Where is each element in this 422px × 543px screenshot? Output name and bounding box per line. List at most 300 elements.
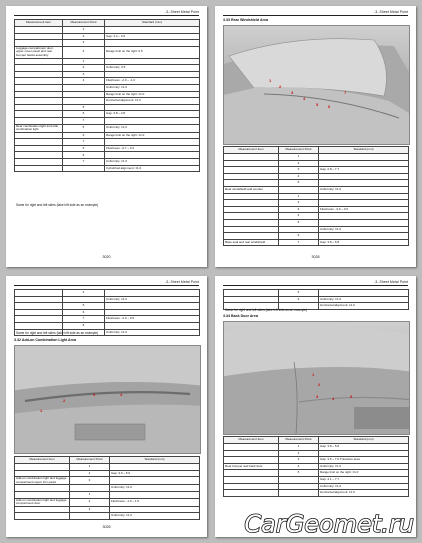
marker-2: 2 <box>63 398 66 403</box>
car-photo-rear-windshield <box>223 25 410 145</box>
marker-7: 7 <box>344 90 347 95</box>
col-header-standard: Standard (mm) <box>319 437 409 444</box>
measurement-item-cell <box>224 290 279 297</box>
measurement-point-cell: 2 <box>70 498 110 506</box>
table-body <box>15 27 200 172</box>
table-row <box>15 98 200 105</box>
standard-cell: Uniformity: 0.5 <box>105 65 200 72</box>
measurement-point-cell: 3 <box>70 477 110 485</box>
table-row <box>224 239 409 246</box>
standard-cell: Uniformity: ±1.0 <box>105 159 200 166</box>
standard-cell <box>319 213 409 220</box>
standard-cell <box>319 180 409 187</box>
measurement-point-cell: 5 <box>279 219 319 226</box>
col-header-item: Measurement Item <box>224 147 279 154</box>
manual-page-1 <box>6 6 207 267</box>
measurement-item-cell <box>15 33 63 40</box>
measurement-point-cell: 1 <box>63 27 105 34</box>
measurement-item-cell <box>15 165 63 172</box>
standard-cell <box>105 309 200 316</box>
header-rule <box>223 285 408 286</box>
measurement-point-cell: 5 <box>279 470 319 477</box>
standard-cell: Uniformity: ±1.0 <box>105 84 200 91</box>
standard-cell <box>319 450 409 457</box>
marker-1: 1 <box>40 408 43 413</box>
measurement-point-cell: 6 <box>279 296 319 303</box>
measurement-point-cell <box>279 476 319 483</box>
table-row <box>15 303 200 310</box>
measurement-item-cell <box>15 159 63 166</box>
standard-cell: Flushness: -2.0 ~ 0.5 <box>105 316 200 323</box>
measurement-item-cell <box>15 152 63 159</box>
standard-cell <box>319 233 409 240</box>
measurement-item-cell <box>224 476 279 483</box>
measurement-item-cell: Rear bumper and back door <box>224 463 279 470</box>
standard-cell: Gap: 3.8 ~ 4.8 <box>105 111 200 118</box>
measurement-point-cell: 3 <box>279 167 319 174</box>
marker-1: 1 <box>269 78 272 83</box>
measurement-point-cell <box>279 490 319 497</box>
measurement-item-cell: Rear combination light and side combination light <box>15 124 63 132</box>
measurement-item-cell <box>224 160 279 167</box>
measurement-point-cell: 4 <box>279 463 319 470</box>
table-row <box>224 457 409 464</box>
measurement-point-cell: 7 <box>63 139 105 146</box>
standard-cell <box>319 219 409 226</box>
measurement-item-cell <box>15 145 63 152</box>
measurement-point-cell <box>63 296 105 303</box>
measurement-point-cell: 5 <box>63 145 105 152</box>
table-row <box>15 124 200 132</box>
measurement-item-cell <box>224 457 279 464</box>
standard-cell: Horizontal alignment: ±1.0 <box>319 303 409 310</box>
measurement-point-cell: 4 <box>279 213 319 220</box>
standard-cell <box>319 173 409 180</box>
manual-page-3 <box>6 276 207 537</box>
standard-cell <box>105 290 200 297</box>
standard-cell: Uniformity: ±1.0 <box>319 483 409 490</box>
measurement-item-cell: Rear windshield and counter <box>224 186 279 193</box>
header-rule <box>14 15 199 16</box>
standard-cell: Uniformity: ±1.0 <box>105 329 200 336</box>
standard-cell: Flushness: -0.7 ~ 0.3 <box>105 145 200 152</box>
measurement-point-cell <box>279 226 319 233</box>
measurement-point-cell: 8 <box>63 322 105 329</box>
table-row <box>224 226 409 233</box>
measurement-item-cell <box>224 154 279 161</box>
table-body <box>224 444 409 497</box>
measurement-point-cell <box>63 91 105 98</box>
table-row <box>224 173 409 180</box>
table-row <box>15 485 200 492</box>
marker-6: 6 <box>328 104 331 109</box>
measurement-point-cell: 3 <box>279 206 319 213</box>
page-header: -3-.Sheet Metal Point <box>374 280 408 284</box>
table-row <box>15 117 200 124</box>
table-row <box>15 58 200 65</box>
measurement-point-cell: 4 <box>63 290 105 297</box>
table-row <box>15 152 200 159</box>
table-row <box>15 65 200 72</box>
standard-cell <box>105 58 200 65</box>
standard-cell: Gap: 3.4 ~ 4.9 <box>105 33 200 40</box>
standard-cell <box>319 160 409 167</box>
table-row <box>224 180 409 187</box>
measurement-point-cell: 7 <box>63 117 105 124</box>
standard-cell <box>105 152 200 159</box>
measurement-item-cell <box>224 173 279 180</box>
table-row <box>224 186 409 193</box>
measurement-point-cell: 5 <box>279 290 319 297</box>
standard-cell <box>105 27 200 34</box>
car-photo-combination-light <box>14 345 201 454</box>
table-row <box>15 165 200 172</box>
standard-cell <box>105 303 200 310</box>
measurement-point-cell: 5 <box>63 124 105 132</box>
table-row <box>224 233 409 240</box>
measurement-item-cell <box>224 483 279 490</box>
table-row <box>224 213 409 220</box>
standard-cell: Range limit on the right: 0.5 <box>105 46 200 58</box>
table-row <box>15 84 200 91</box>
measurement-item-cell <box>15 316 63 323</box>
measurement-point-cell: 1 <box>63 58 105 65</box>
table-row <box>15 513 200 520</box>
measurement-point-cell: 5 <box>63 303 105 310</box>
measurement-point-cell: 1 <box>279 154 319 161</box>
marker-4: 4 <box>120 392 123 397</box>
table-row <box>15 139 200 146</box>
standard-cell: Flushness: -2.0 ~ -1.0 <box>105 78 200 85</box>
cargeomet-watermark-logo <box>226 508 416 538</box>
table-row <box>15 145 200 152</box>
table-row <box>224 450 409 457</box>
measurement-point-cell: 4 <box>279 173 319 180</box>
table-row <box>224 200 409 207</box>
standard-cell: Range limit on the right: ±1.0 <box>319 470 409 477</box>
standard-cell: Cylindrical alignment: ±1.0 <box>105 165 200 172</box>
table-row <box>224 296 409 303</box>
table-body <box>224 154 409 246</box>
measurement-point-cell: 2 <box>70 470 110 477</box>
table-row <box>224 463 409 470</box>
measurement-item-cell <box>15 290 63 297</box>
table-row <box>224 483 409 490</box>
table-row <box>224 206 409 213</box>
measurement-point-cell: 5 <box>63 104 105 111</box>
standard-cell: Range limit on the right: ±1.0 <box>105 132 200 139</box>
measurement-point-cell: 3 <box>279 457 319 464</box>
measurement-item-cell <box>15 98 63 105</box>
measurement-point-cell: 6 <box>279 233 319 240</box>
table-body <box>15 290 200 336</box>
measurement-table <box>223 146 409 246</box>
table-header-row <box>224 437 409 444</box>
marker-5: 5 <box>350 394 353 399</box>
measurement-item-cell <box>15 71 63 78</box>
measurement-item-cell <box>224 180 279 187</box>
table-row <box>15 33 200 40</box>
marker-4: 4 <box>303 96 306 101</box>
marker-2: 2 <box>318 382 321 387</box>
standard-cell: Uniformity: ±1.0 <box>319 296 409 303</box>
standard-cell: Uniformity: ±1.0 <box>105 296 200 303</box>
marker-4: 4 <box>332 396 335 401</box>
measurement-item-cell <box>224 296 279 303</box>
measurement-item-cell <box>15 303 63 310</box>
measurement-table <box>223 436 409 497</box>
watermark-text: CarGeomet.ru <box>244 510 414 538</box>
table-row <box>15 27 200 34</box>
table-row <box>15 78 200 85</box>
standard-cell <box>105 71 200 78</box>
table-row <box>15 296 200 303</box>
standard-cell: Gap: 3.0 ~ 5.0 <box>110 470 200 477</box>
standard-cell <box>319 154 409 161</box>
car-photo-back-door <box>223 321 410 435</box>
table-row <box>15 104 200 111</box>
col-header-item: Measurement Item <box>15 20 63 27</box>
standard-cell: Gap: 3.8 ~ 6.8 <box>319 239 409 246</box>
page-number: 3026 <box>102 525 111 529</box>
table-row <box>15 506 200 513</box>
table-body <box>224 290 409 310</box>
standard-cell <box>110 477 200 485</box>
standard-cell <box>110 464 200 471</box>
measurement-item-cell <box>224 206 279 213</box>
col-header-point: Measurement Point <box>279 437 319 444</box>
measurement-point-cell: 2 <box>279 160 319 167</box>
standard-cell: Range limit on the right: ±1.0 <box>105 91 200 98</box>
measurement-item-cell: Add-on combination light and luggage compartment upper trim panel <box>15 477 70 485</box>
col-header-point: Measurement Point <box>70 457 110 464</box>
measurement-item-cell <box>15 117 63 124</box>
measurement-point-cell: 3 <box>63 40 105 47</box>
marker-3: 3 <box>316 394 319 399</box>
measurement-item-cell <box>15 84 63 91</box>
standard-cell <box>110 491 200 498</box>
measurement-point-cell: 7 <box>63 316 105 323</box>
standard-cell <box>105 322 200 329</box>
col-header-standard: Standard (mm) <box>110 457 200 464</box>
measurement-point-cell <box>70 485 110 492</box>
table-row <box>224 476 409 483</box>
measurement-item-cell: Luggage compartment door, upper cover panel and rear bumper fascia assembly <box>15 46 63 58</box>
table-row <box>224 193 409 200</box>
measurement-point-cell: 4 <box>63 46 105 58</box>
table-row <box>15 46 200 58</box>
measurement-point-cell <box>70 513 110 520</box>
table-row <box>224 490 409 497</box>
car-silhouette <box>15 346 200 453</box>
measurement-item-cell <box>15 139 63 146</box>
page-header: -3-.Sheet Metal Point <box>374 10 408 14</box>
measurement-point-cell: 1 <box>279 444 319 451</box>
measurement-item-cell <box>224 200 279 207</box>
measurement-table <box>14 19 200 172</box>
side-note: Same for right and left sides (take left side as an example) <box>16 203 99 207</box>
table-row <box>224 470 409 477</box>
standard-cell: Uniformity: ±1.0 <box>319 463 409 470</box>
table-row <box>224 154 409 161</box>
standard-cell <box>105 104 200 111</box>
header-rule <box>14 285 199 286</box>
measurement-point-cell <box>279 483 319 490</box>
measurement-item-cell <box>15 309 63 316</box>
col-header-standard: Standard (mm) <box>105 20 200 27</box>
table-row <box>224 290 409 297</box>
measurement-item-cell <box>15 111 63 118</box>
standard-cell: Flushness: -3.0 ~ 3.0 <box>319 206 409 213</box>
measurement-table-continued <box>14 289 200 336</box>
measurement-point-cell <box>279 186 319 193</box>
measurement-point-cell: 7 <box>279 239 319 246</box>
side-note: Same for right and left sides (take left side as an example) <box>225 308 308 312</box>
measurement-table <box>14 456 200 520</box>
measurement-table-continued <box>223 289 409 310</box>
page-header: -3-.Sheet Metal Point <box>165 10 199 14</box>
standard-cell <box>319 290 409 297</box>
standard-cell <box>319 193 409 200</box>
measurement-point-cell: 2 <box>63 33 105 40</box>
standard-cell: Gap: 2.8 ~ 7.7 <box>319 167 409 174</box>
measurement-item-cell: Base seal and rear windshield <box>224 239 279 246</box>
col-header-item: Measurement Item <box>15 457 70 464</box>
measurement-item-cell <box>15 91 63 98</box>
standard-cell: Flushness: -1.0 ~ 1.5 <box>110 498 200 506</box>
measurement-point-cell: 3 <box>70 506 110 513</box>
measurement-item-cell <box>15 513 70 520</box>
measurement-item-cell <box>224 226 279 233</box>
measurement-point-cell: 2 <box>279 200 319 207</box>
measurement-point-cell: 5 <box>279 180 319 187</box>
table-row <box>15 290 200 297</box>
section-title: 3.32 Add-on Combination Light Area <box>14 338 77 342</box>
col-header-item: Measurement Item <box>224 437 279 444</box>
marker-5: 5 <box>316 102 319 107</box>
car-silhouette <box>224 26 409 144</box>
table-row <box>15 111 200 118</box>
page-number: 3020 <box>102 255 111 259</box>
standard-cell: Uniformity: ±1.0 <box>319 226 409 233</box>
measurement-point-cell: 1 <box>70 491 110 498</box>
measurement-item-cell <box>15 322 63 329</box>
measurement-item-cell <box>224 213 279 220</box>
measurement-item-cell <box>15 464 70 471</box>
table-row <box>15 498 200 506</box>
marker-3: 3 <box>291 90 294 95</box>
page-header: -3-.Sheet Metal Point <box>165 280 199 284</box>
measurement-point-cell <box>63 84 105 91</box>
measurement-item-cell <box>15 27 63 34</box>
standard-cell: Uniformity: ±1.0 <box>105 124 200 132</box>
measurement-point-cell: 1 <box>279 193 319 200</box>
measurement-item-cell <box>224 167 279 174</box>
standard-cell <box>105 40 200 47</box>
measurement-item-cell <box>15 58 63 65</box>
measurement-item-cell <box>224 193 279 200</box>
section-title: 3.34 Back Door Area <box>223 314 258 318</box>
measurement-item-cell <box>224 233 279 240</box>
measurement-point-cell <box>63 165 105 172</box>
table-row <box>15 309 200 316</box>
measurement-item-cell: Add-on combination light and luggage compartment door <box>15 498 70 506</box>
standard-cell: Gap: 3.5 ~ 7.0 Transition area <box>319 457 409 464</box>
standard-cell: Horizontal alignment: ±1.0 <box>319 490 409 497</box>
measurement-point-cell: 4 <box>63 78 105 85</box>
measurement-item-cell <box>224 490 279 497</box>
table-row <box>224 167 409 174</box>
measurement-item-cell <box>15 506 70 513</box>
standard-cell <box>105 139 200 146</box>
col-header-point: Measurement Point <box>279 147 319 154</box>
table-row <box>15 477 200 485</box>
measurement-point-cell: 1 <box>70 464 110 471</box>
measurement-point-cell: 6 <box>63 152 105 159</box>
car-silhouette <box>224 322 409 434</box>
measurement-item-cell <box>15 485 70 492</box>
standard-cell: Horizontal alignment: ±1.0 <box>105 98 200 105</box>
table-row <box>15 316 200 323</box>
marker-3: 3 <box>93 392 96 397</box>
measurement-point-cell <box>63 98 105 105</box>
measurement-point-cell: 6 <box>63 132 105 139</box>
table-row <box>15 91 200 98</box>
standard-cell <box>110 506 200 513</box>
measurement-point-cell: 6 <box>63 111 105 118</box>
col-header-point: Measurement Point <box>63 20 105 27</box>
standard-cell: Uniformity: ±1.0 <box>110 513 200 520</box>
measurement-point-cell: 6 <box>63 309 105 316</box>
table-row <box>15 132 200 139</box>
table-header-row <box>224 147 409 154</box>
measurement-item-cell <box>15 104 63 111</box>
table-header-row <box>15 20 200 27</box>
measurement-item-cell <box>15 296 63 303</box>
section-title: 3.33 Rear Windshield Area <box>223 18 268 22</box>
col-header-standard: Standard (mm) <box>319 147 409 154</box>
manual-page-2 <box>215 6 416 267</box>
standard-cell <box>105 117 200 124</box>
side-note: Same for right and left sides (take left side as an example) <box>16 331 99 335</box>
page-number: 3028 <box>311 255 320 259</box>
measurement-item-cell <box>224 450 279 457</box>
measurement-point-cell: 2 <box>63 65 105 72</box>
measurement-item-cell <box>224 470 279 477</box>
table-row <box>224 219 409 226</box>
table-header-row <box>15 457 200 464</box>
standard-cell: Uniformity: ±1.0 <box>110 485 200 492</box>
measurement-item-cell <box>15 78 63 85</box>
table-body <box>15 464 200 520</box>
standard-cell: Uniformity: ±1.0 <box>319 186 409 193</box>
table-row <box>224 444 409 451</box>
measurement-point-cell: 2 <box>279 450 319 457</box>
header-rule <box>223 15 408 16</box>
table-row <box>15 464 200 471</box>
standard-cell: Gap: 3.8 ~ 5.8 <box>319 444 409 451</box>
measurement-item-cell <box>15 132 63 139</box>
marker-2: 2 <box>279 84 282 89</box>
measurement-item-cell <box>224 444 279 451</box>
table-row <box>15 71 200 78</box>
measurement-item-cell <box>224 219 279 226</box>
measurement-point-cell: 3 <box>63 71 105 78</box>
table-row <box>15 159 200 166</box>
marker-1: 1 <box>312 372 315 377</box>
manual-page-4 <box>215 276 416 537</box>
standard-cell <box>319 200 409 207</box>
